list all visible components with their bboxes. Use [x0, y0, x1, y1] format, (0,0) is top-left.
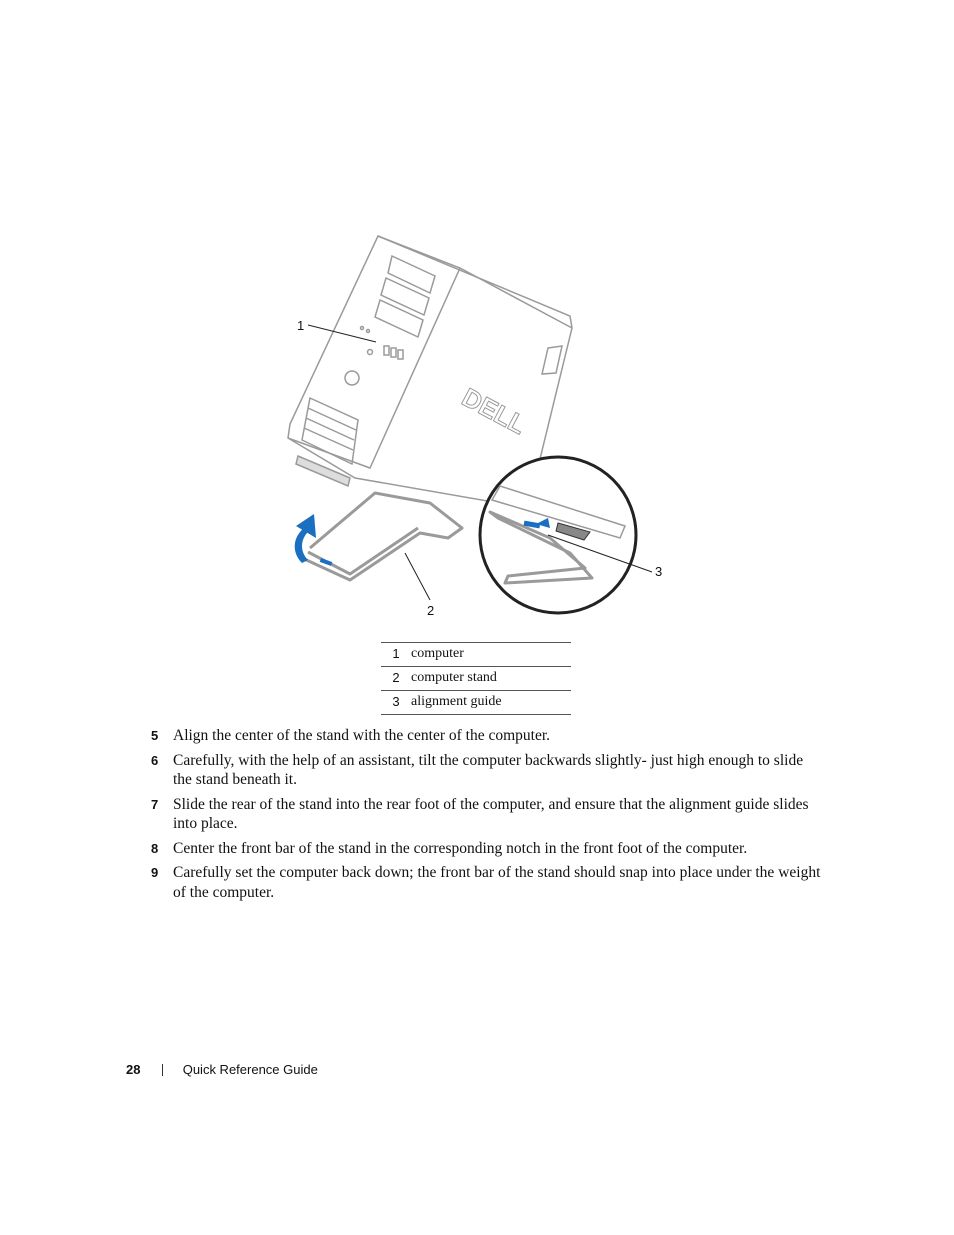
step-number: 6: [151, 752, 159, 768]
legend-number: 3: [381, 691, 411, 715]
step-item: [151, 751, 821, 790]
alignment-guide-detail: [480, 457, 636, 613]
legend-number: 2: [381, 667, 411, 691]
callout-3: 3: [655, 564, 663, 579]
dell-logo: DELL: [457, 381, 532, 441]
callout-1: 1: [297, 318, 305, 333]
page-footer: [126, 1062, 318, 1077]
legend-number: 1: [381, 643, 411, 667]
legend-row: [381, 691, 571, 715]
step-text: Slide the rear of the stand into the rear foot of the computer, and ensure that the alignment guide slides into place.: [173, 795, 809, 832]
legend-label: alignment guide: [411, 691, 571, 715]
step-text: Center the front bar of the stand in the corresponding notch in the front foot of the computer.: [173, 839, 748, 857]
page-number: 28: [126, 1062, 141, 1077]
callout-legend-table: [381, 642, 571, 715]
step-item: [151, 726, 821, 746]
step-text: Align the center of the stand with the center of the computer.: [173, 727, 551, 744]
step-item: [151, 863, 821, 902]
callout-2: 2: [427, 603, 435, 618]
step-item: [151, 839, 821, 859]
footer-divider: [162, 1064, 163, 1076]
lift-arrow-icon: [295, 514, 333, 566]
computer-stand: [302, 493, 462, 580]
step-number: 7: [151, 796, 159, 812]
legend-label: computer stand: [411, 667, 571, 691]
footer-title: Quick Reference Guide: [182, 1062, 318, 1077]
step-number: 9: [151, 865, 159, 880]
step-text: Carefully, with the help of an assistant, tilt the computer backwards slightly- just high enough to slide the stand beneath it.: [173, 751, 804, 788]
step-number: 5: [151, 728, 159, 743]
instruction-steps: [151, 726, 821, 907]
step-text: Carefully set the computer back down; the front bar of the stand should snap into place under the weight of the computer.: [173, 864, 821, 901]
step-number: 8: [151, 840, 159, 856]
legend-row: [381, 667, 571, 691]
computer-stand-illustration: [280, 228, 680, 628]
legend-row: [381, 643, 571, 667]
step-item: [151, 795, 821, 834]
legend-label: computer: [411, 643, 571, 667]
